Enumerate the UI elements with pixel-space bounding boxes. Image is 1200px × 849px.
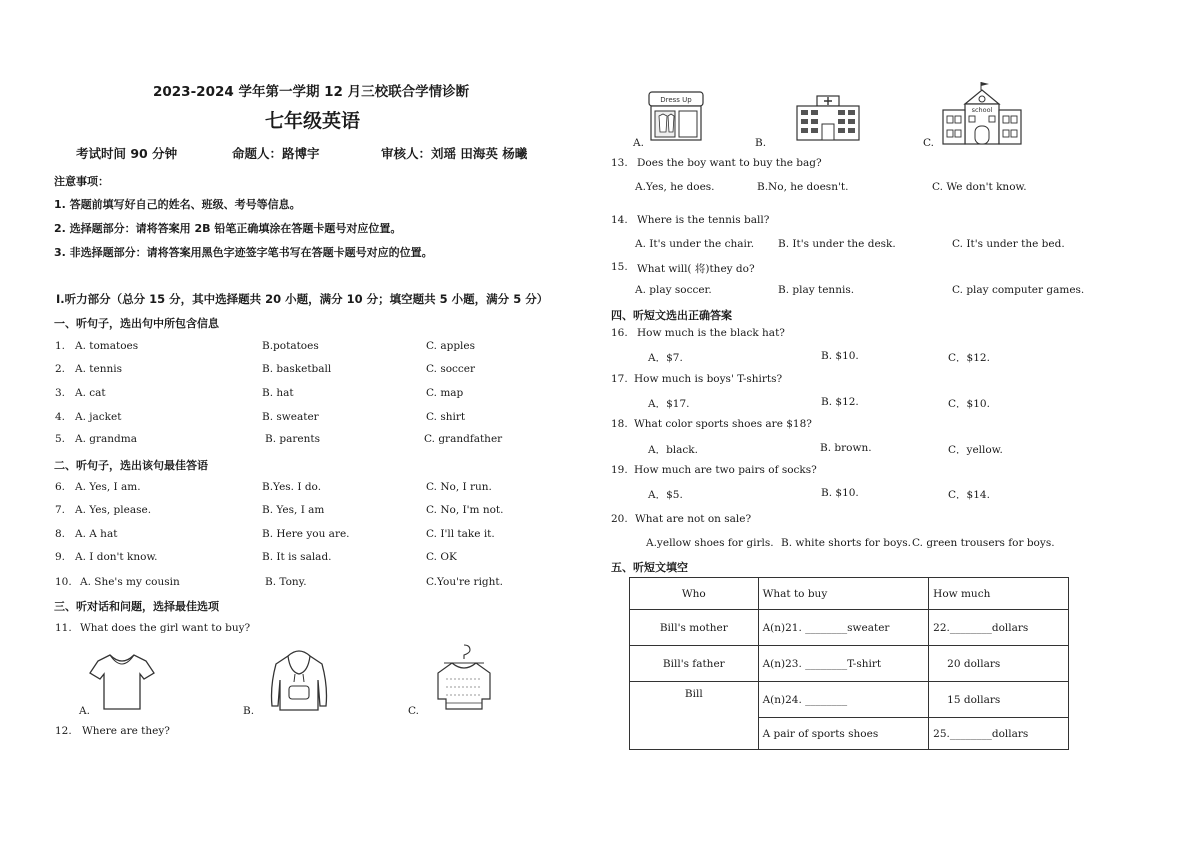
option-b: B. It's under the desk. (778, 238, 896, 250)
question-number: 13. (611, 157, 628, 169)
question-number: 18. (611, 418, 628, 430)
blank-23[interactable]: A(n)23. ________T-shirt (758, 646, 929, 682)
option-c: C．yellow. (948, 444, 1003, 456)
option-a: A. tennis (75, 363, 122, 375)
option-a: A. grandma (75, 433, 137, 445)
notes-heading: 注意事项： (54, 175, 109, 188)
option-a: A. A hat (75, 528, 118, 540)
option-a: A．$17. (648, 398, 690, 410)
question-number: 17. (611, 373, 628, 385)
table-cell: A pair of sports shoes (758, 718, 929, 750)
question-number: 6. (55, 481, 66, 493)
option-a: A．$5. (648, 489, 683, 501)
option-c: C．$10. (948, 398, 990, 410)
blank-21[interactable]: A(n)21. ________sweater (758, 610, 929, 646)
table-cell: Bill (630, 682, 759, 750)
option-label: A. (79, 705, 90, 717)
option-b: B. brown. (820, 442, 872, 454)
sweater-icon (434, 643, 494, 713)
option-label: A. (633, 137, 644, 149)
question-number: 14. (611, 214, 628, 226)
question-number: 3. (55, 387, 66, 399)
option-b: B. basketball (262, 363, 332, 375)
option-a: A. cat (75, 387, 106, 399)
blank-22[interactable]: 22.________dollars (929, 610, 1069, 646)
option-c: C. It's under the bed. (952, 238, 1065, 250)
option-c: C．$14. (948, 489, 990, 501)
option-a: A. It's under the chair. (635, 238, 755, 250)
question-number: 8. (55, 528, 66, 540)
blank-24[interactable]: A(n)24. ________ (758, 682, 929, 718)
hospital-icon (795, 92, 861, 142)
section-heading: 四、听短文选出正确答案 (611, 309, 732, 322)
school-icon (941, 80, 1023, 146)
note-item: 1. 答题前填写好自己的姓名、班级、考号等信息。 (54, 198, 301, 211)
option-b: B.No, he doesn't. (757, 181, 849, 193)
question-number: 10. (55, 576, 72, 588)
option-a: A．$7. (648, 352, 683, 364)
blank-25[interactable]: 25.________dollars (929, 718, 1069, 750)
exam-time: 考试时间 90 分钟 (76, 146, 178, 161)
table-cell: Bill's father (630, 646, 759, 682)
section-heading: 五、听短文填空 (611, 561, 688, 574)
question-text: What color sports shoes are $18? (634, 418, 812, 430)
option-b: B. $12. (821, 396, 859, 408)
question-text: Does the boy want to buy the bag? (637, 157, 822, 169)
subject-title: 七年级英语 (265, 110, 361, 132)
question-text: What will( 将)they do? (637, 263, 755, 275)
option-c: C. No, I'm not. (426, 504, 504, 516)
shop-icon (645, 88, 707, 142)
option-b: B.Yes. I do. (262, 481, 322, 493)
option-b: B. Here you are. (262, 528, 350, 540)
note-item: 2. 选择题部分：请将答案用 2B 铅笔正确填涂在答题卡题号对应位置。 (54, 222, 402, 235)
option-c: C. play computer games. (952, 284, 1085, 296)
option-c: C. shirt (426, 411, 466, 423)
question-text: What are not on sale? (635, 513, 752, 525)
author: 命题人：路博宇 (232, 146, 320, 161)
option-label: B. (755, 137, 767, 149)
table-cell: 20 dollars (929, 646, 1069, 682)
option-a: A. I don't know. (75, 551, 158, 563)
option-c: C. soccer (426, 363, 476, 375)
option-b: B.potatoes (262, 340, 319, 352)
note-item: 3. 非选择题部分：请将答案用黑色字迹签字笔书写在答题卡题号对应的位置。 (54, 246, 433, 259)
question-number: 9. (55, 551, 66, 563)
question-text: Where is the tennis ball? (637, 214, 770, 226)
section-heading: 二、听句子，选出该句最佳答语 (54, 459, 208, 472)
option-a: A.yellow shoes for girls. (646, 537, 774, 549)
school-sign-text: school (971, 106, 993, 114)
option-c: C．$12. (948, 352, 990, 364)
option-label: C. (923, 137, 934, 149)
section-heading: 一、听句子，选出句中所包含信息 (54, 317, 219, 330)
option-a: A. jacket (75, 411, 122, 423)
question-number: 20. (611, 513, 628, 525)
option-b: B. play tennis. (778, 284, 855, 296)
option-c: C. OK (426, 551, 457, 563)
shop-sign-text: Dress Up (660, 96, 692, 104)
option-c: C. map (426, 387, 464, 399)
fill-in-table (629, 577, 1069, 750)
table-cell: Bill's mother (630, 610, 759, 646)
option-a: A. She's my cousin (80, 576, 180, 588)
option-b: B. $10. (821, 487, 859, 499)
hoodie-icon (268, 646, 330, 712)
option-c: C. We don't know. (932, 181, 1027, 193)
question-text: Where are they? (82, 725, 170, 737)
question-number: 7. (55, 504, 66, 516)
option-b: B. $10. (821, 350, 859, 362)
option-a: A.Yes, he does. (635, 181, 715, 193)
option-c: C. apples (426, 340, 475, 352)
question-number: 15. (611, 261, 628, 273)
option-label: B. (243, 705, 255, 717)
reviewer: 审核人：刘瑶 田海英 杨曦 (381, 146, 528, 161)
question-text: How much are two pairs of socks? (634, 464, 817, 476)
tshirt-icon (88, 651, 156, 713)
option-b: B. parents (265, 433, 320, 445)
option-a: A. play soccer. (635, 284, 712, 296)
header-who: Who (630, 578, 759, 610)
question-number: 4. (55, 411, 66, 423)
option-a: A. tomatoes (75, 340, 139, 352)
option-c: C. grandfather (424, 433, 503, 445)
question-number: 12. (55, 725, 72, 737)
table-cell: 15 dollars (929, 682, 1069, 718)
question-text: How much is the black hat? (637, 327, 785, 339)
header-how-much: How much (929, 578, 1069, 610)
header-what: What to buy (758, 578, 929, 610)
option-b: B. sweater (262, 411, 319, 423)
option-a: A. Yes, please. (75, 504, 152, 516)
option-c: C.You're right. (426, 576, 503, 588)
question-number: 11. (55, 622, 72, 634)
option-b: B. Yes, I am (262, 504, 325, 516)
option-label: C. (408, 705, 419, 717)
exam-title: 2023-2024 学年第一学期 12 月三校联合学情诊断 (153, 84, 470, 100)
option-c: C. No, I run. (426, 481, 492, 493)
question-text: What does the girl want to buy? (80, 622, 251, 634)
question-number: 1. (55, 340, 66, 352)
question-number: 5. (55, 433, 66, 445)
question-number: 16. (611, 327, 628, 339)
option-a: A．black. (648, 444, 699, 456)
question-text: How much is boys' T-shirts? (634, 373, 783, 385)
option-b: B. white shorts for boys. (781, 537, 911, 549)
question-number: 2. (55, 363, 66, 375)
option-a: A. Yes, I am. (75, 481, 141, 493)
option-c: C. green trousers for boys. (912, 537, 1055, 549)
part-heading: Ⅰ.听力部分（总分 15 分，其中选择题共 20 小题，满分 10 分；填空题共 5 小题，满分 5 分） (56, 292, 549, 306)
option-b: B. It is salad. (262, 551, 332, 563)
section-heading: 三、听对话和问题，选择最佳选项 (54, 600, 219, 613)
question-number: 19. (611, 464, 628, 476)
option-b: B. Tony. (265, 576, 307, 588)
option-c: C. I'll take it. (426, 528, 495, 540)
option-b: B. hat (262, 387, 294, 399)
